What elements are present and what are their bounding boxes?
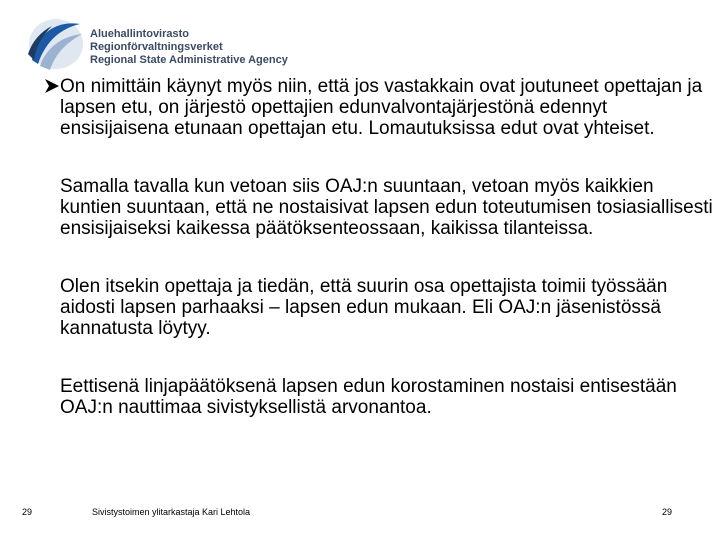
agency-name-sv: Regionförvaltningsverket [90,41,223,53]
footer-left-number: 29 [22,507,33,517]
arrow-bullet-icon [44,78,60,94]
agency-logo-icon [22,14,84,72]
agency-name-fi: Aluehallintovirasto [90,28,190,40]
footer-page-number: 29 [662,507,673,517]
footer-author: Sivistystoimen ylitarkastaja Kari Lehtola [92,507,251,517]
paragraph-4: Eettisenä linjapäätöksenä lapsen edun korostaminen nostaisi entisestään OAJ:n nauttimaa sivistyksellistä arvonantoa. [60,376,677,418]
paragraph-1-text: On nimittäin käynyt myös niin, että jos vastakkain ovat joutuneet opettajan ja lapsen etu, on järjestö opettajien edunvalvontajärjestönä edennyt ensisijaisena etunaan opettajan etu. Lomautuksissa edut ovat yhteiset. [60,76,703,139]
paragraph-1 [60,76,716,139]
agency-name [90,28,330,67]
agency-name-en: Regional State Administrative Agency [90,54,288,66]
paragraph-2: Samalla tavalla kun vetoan siis OAJ:n suuntaan, vetoan myös kaikkien kuntien suuntaan, että ne nostaisivat lapsen edun toteutumisen tosiasiallisesti ensisijaiseksi kaikessa päätöksenteossaan, kaikissa tilanteissa. [60,176,713,239]
paragraph-3: Olen itsekin opettaja ja tiedän, että suurin osa opettajista toimii työssään aidosti lapsen parhaaksi – lapsen edun mukaan. Eli OAJ:n jäsenistössä kannatusta löytyy. [60,276,668,339]
slide-body [60,76,716,418]
